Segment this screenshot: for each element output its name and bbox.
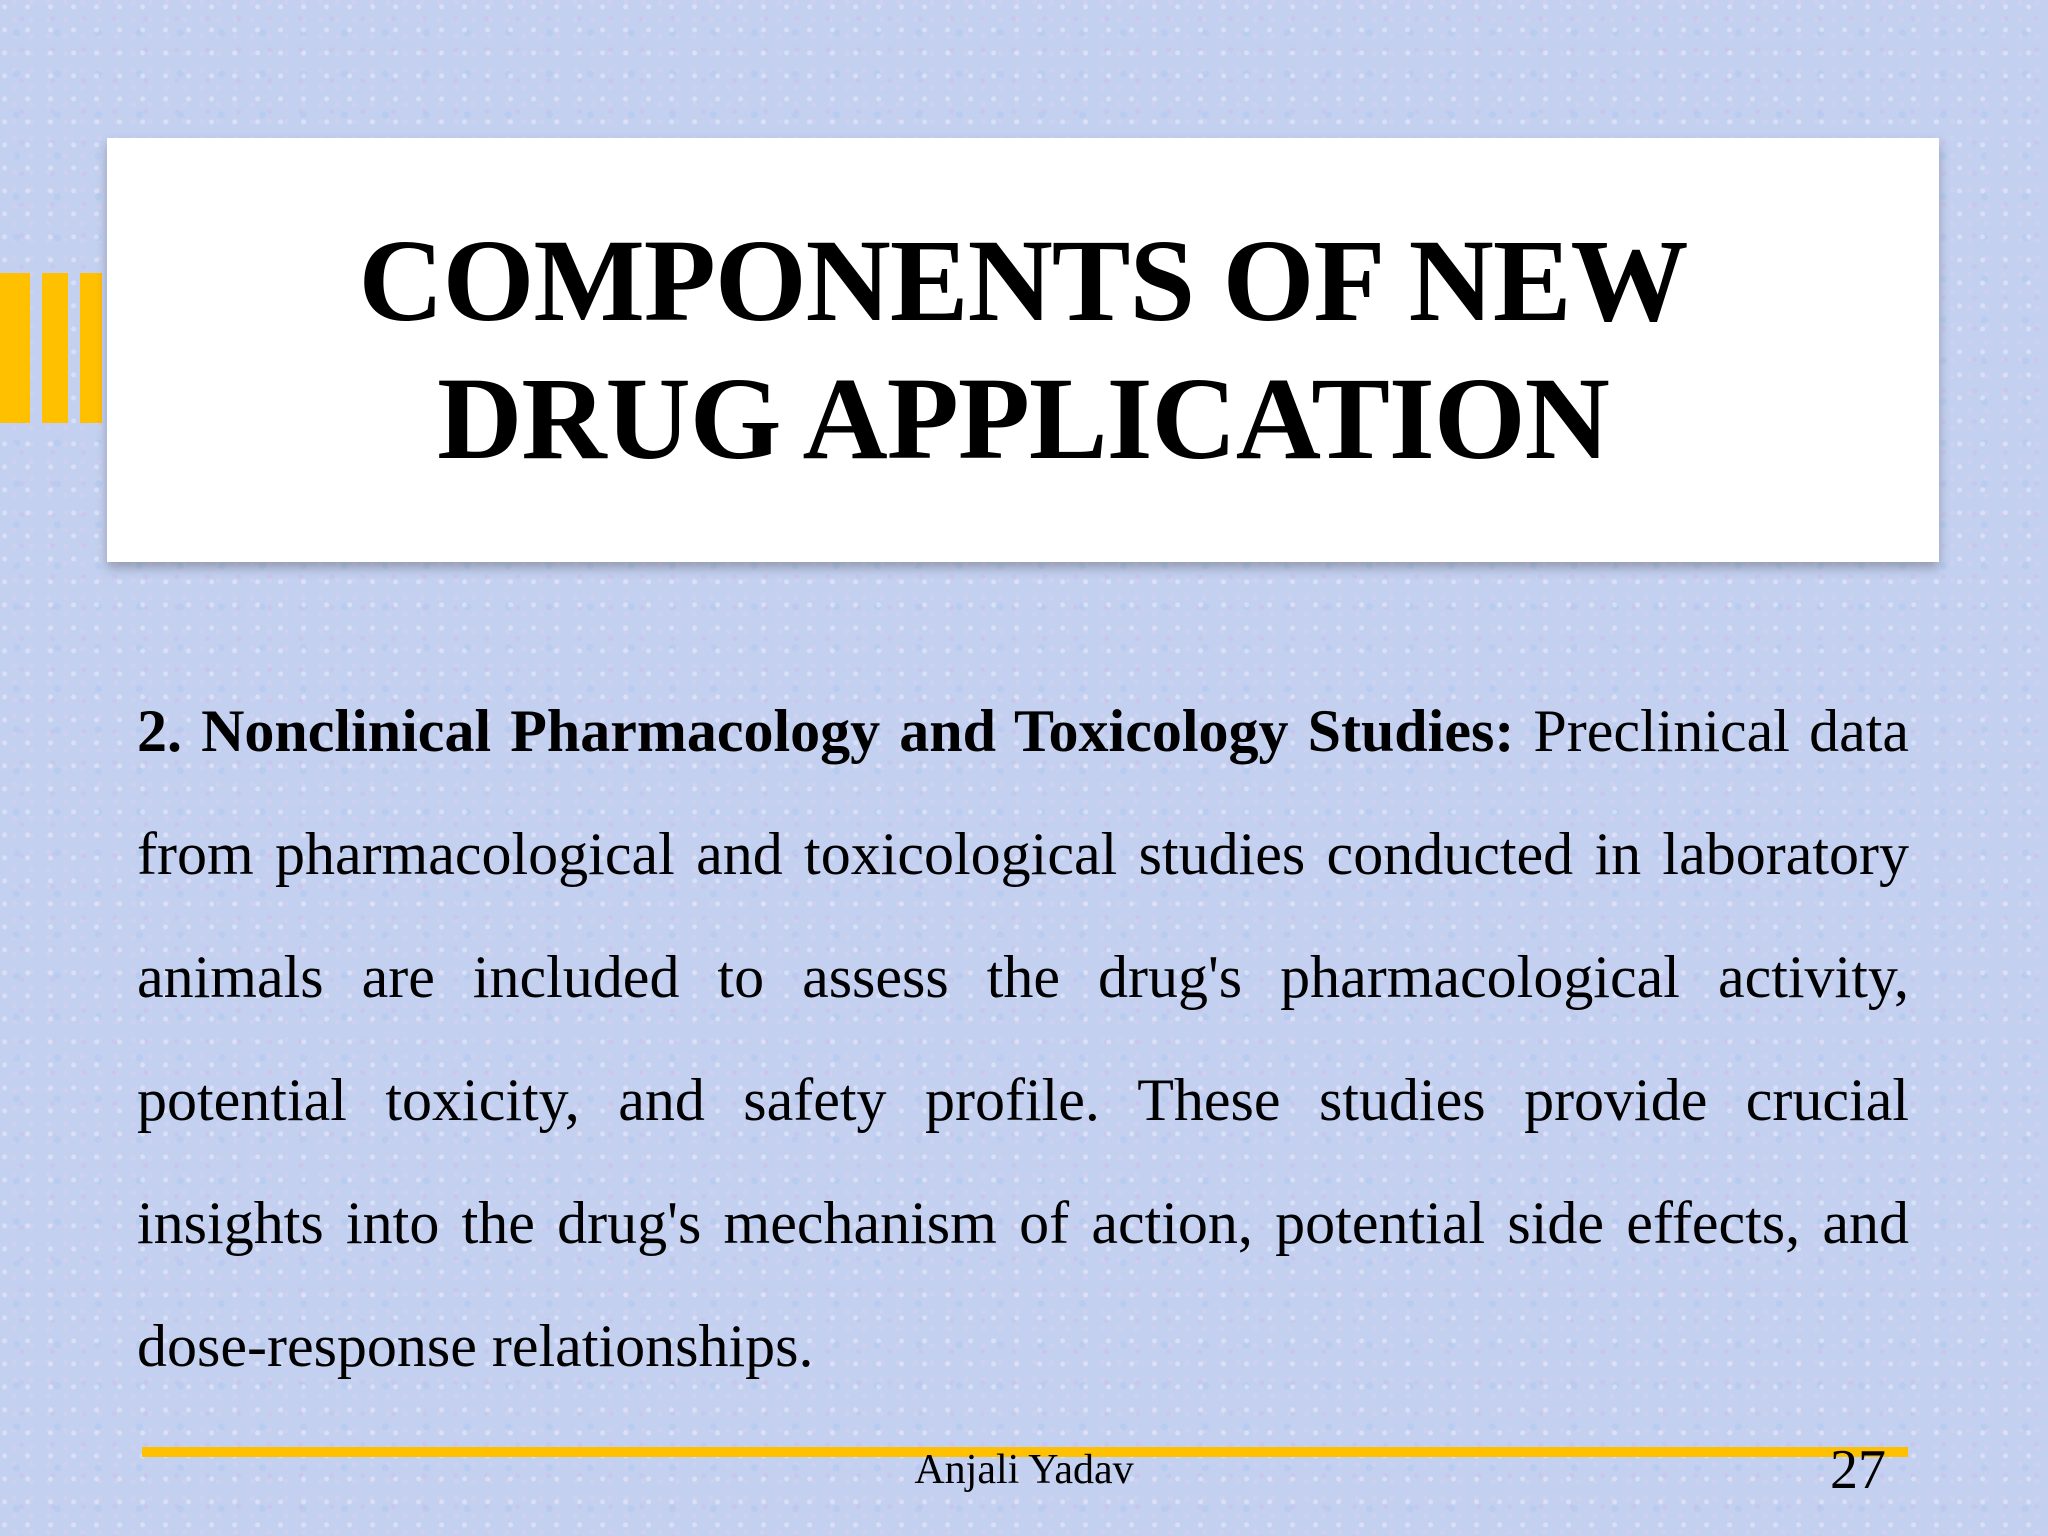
page-number: 27 bbox=[1830, 1439, 1886, 1501]
slide-title-line-2: DRUG APPLICATION bbox=[437, 353, 1609, 484]
accent-bar bbox=[42, 273, 68, 423]
body-paragraph bbox=[137, 670, 1909, 1408]
accent-bar bbox=[0, 273, 30, 423]
accent-bar bbox=[80, 273, 102, 423]
slide-title bbox=[358, 212, 1687, 488]
title-box bbox=[107, 138, 1939, 562]
accent-bars bbox=[0, 273, 102, 423]
body-text: Preclinical data from pharmacological and toxicological studies conducted in laboratory animals are included to assess the drug's pharmacological activity, potential toxicity, and safety profile. These studies provide crucial insights into the drug's mechanism of action, potential side effects, and dose-response relationships. bbox=[137, 698, 1910, 1379]
footer-author: Anjali Yadav bbox=[914, 1447, 1134, 1493]
section-heading: 2. Nonclinical Pharmacology and Toxicology Studies: bbox=[137, 698, 1515, 764]
slide-title-line-1: COMPONENTS OF NEW bbox=[358, 215, 1688, 346]
